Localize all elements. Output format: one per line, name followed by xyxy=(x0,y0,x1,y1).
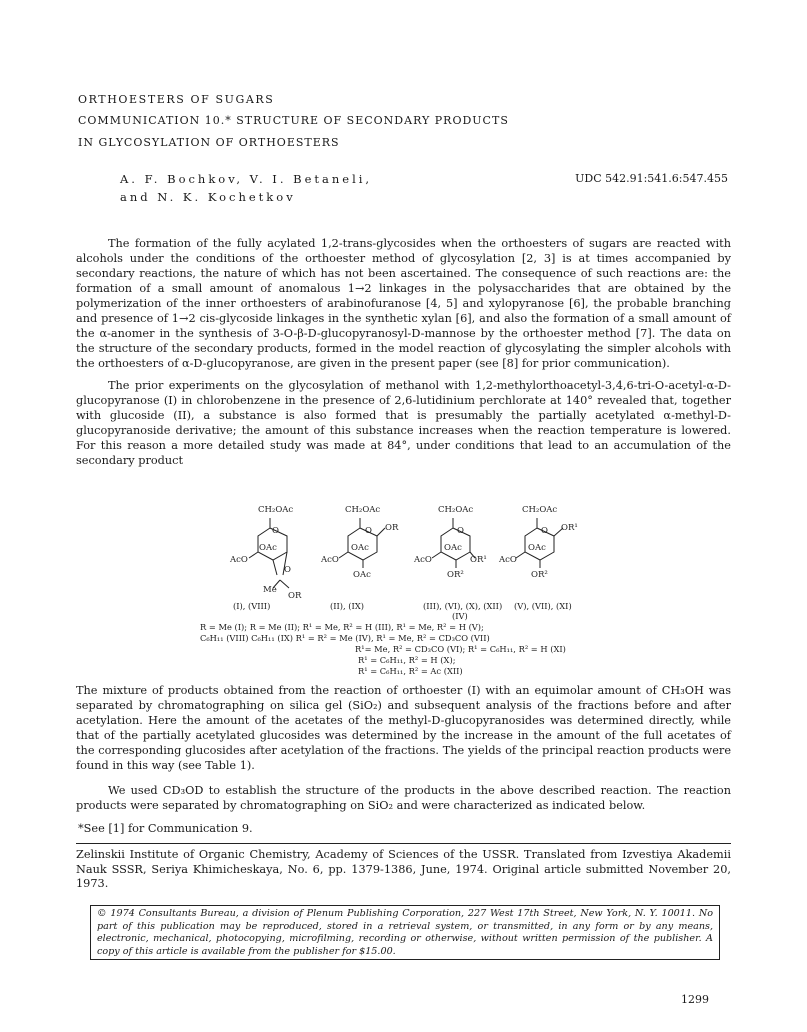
structure-legend-line-5: R¹ = C₆H₁₁, R² = Ac (XII) xyxy=(358,666,463,676)
svg-text:OR²: OR² xyxy=(531,570,548,580)
footnote-rule xyxy=(76,843,731,844)
ring4-top-label: CH₂OAc xyxy=(522,505,558,515)
svg-text:O: O xyxy=(365,526,372,536)
authors-line-2: and N. K. Kochetkov xyxy=(120,190,296,204)
copyright-box: © 1974 Consultants Bureau, a division of Plenum Publishing Corporation, 227 West 17th Street, New York, N. Y. 10011. No part of this publication may be reproduced, stored in a retrieval system, or transmitted, in any form or by any means, electronic, mechanical, photocopying, microfilming, recording or otherwise, without written permission of the publisher. A copy of this article is available from the publisher for $15.00. xyxy=(90,905,720,960)
compound-label-2: (II), (IX) xyxy=(330,601,364,611)
svg-text:OAc: OAc xyxy=(528,543,546,553)
compound-label-iv: (IV) xyxy=(452,611,468,621)
footnote: *See [1] for Communication 9. xyxy=(78,822,253,835)
svg-text:O: O xyxy=(457,526,464,536)
authors-line-1: A. F. Bochkov, V. I. Betaneli, xyxy=(120,172,373,186)
compound-label-3: (III), (VI), (X), (XII) xyxy=(423,601,503,611)
affiliation: Zelinskii Institute of Organic Chemistry, Academy of Sciences of the USSR. Translated from Izvestiya Akademii Nauk SSSR, Seriya Khimicheskaya, No. 6, pp. 1379-1386, June, 1974. Original article submitted November 20, 1973. xyxy=(76,848,731,890)
paragraph-separation: The mixture of products obtained from the reaction of orthoester (I) with an equimolar amount of CH₃OH was separated by chromatographing on silica gel (SiO₂) and subsequent analysis of the fractions before and after acetylation. Here the amount of the acetates of the methyl-D-glucopyranosides was determined directly, while that of the partially acetylated glucosides was determined by the increase in the amount of the full acetates of the corresponding glucosides after acetylation of the fractions. The yields of the principal reaction products were found in this way (see Table 1). xyxy=(76,684,731,772)
paragraph-cd3od: We used CD₃OD to establish the structure of the products in the above described reaction. The reaction products were separated by chromatographing on SiO₂ and were characterized as indicated below. xyxy=(76,784,731,812)
article-title: IN GLYCOSYLATION OF ORTHOESTERS xyxy=(78,136,340,149)
svg-text:OAc: OAc xyxy=(259,543,277,553)
svg-text:O: O xyxy=(541,526,548,536)
svg-text:AcO: AcO xyxy=(230,555,248,565)
svg-text:OR¹: OR¹ xyxy=(561,523,578,533)
svg-text:Me: Me xyxy=(263,585,277,595)
svg-text:OAc: OAc xyxy=(351,543,369,553)
communication-title: COMMUNICATION 10.* STRUCTURE OF SECONDARY PRODUCTS xyxy=(78,114,509,127)
paragraph-intro: The formation of the fully acylated 1,2-trans-glycosides when the orthoesters of sugars are reacted with alcohols under the conditions of the orthoester method of glycosylation [2, 3] is at times accompanied by secondary reactions, the nature of which has not been ascertained. The consequence of such reactions are: the formation of a small amount of anomalous 1→2 linkages in the polysaccharides that are obtained by the polymerization of the inner orthoesters of arabinofuranose [4, 5] and xylopyranose [6], the probable branching and presence of 1→2 cis-glycoside linkages in the synthetic xylan [6], and also the formation of a small amount of the α-anomer in the synthesis of 3-O-β-D-glucopyranosyl-D-mannose by the orthoester method [7]. The data on the structure of the secondary products, formed in the model reaction of glycosylating the simpler alcohols with the orthoesters of α-D-glucopyranose, are given in the present paper (see [8] for prior communication). xyxy=(76,237,731,370)
compound-label-4: (V), (VII), (XI) xyxy=(514,601,572,611)
udc-code: UDC 542.91:541.6:547.455 xyxy=(575,172,728,185)
svg-text:OR: OR xyxy=(385,523,399,533)
svg-text:AcO: AcO xyxy=(499,555,517,565)
ring2-top-label: CH₂OAc xyxy=(345,505,381,515)
structure-legend-line-2: C₆H₁₁ (VIII) C₆H₁₁ (IX) R¹ = R² = Me (IV), R¹ = Me, R² = CD₃CO (VII) xyxy=(200,633,490,643)
structure-legend-line-1: R = Me (I); R = Me (II); R¹ = Me, R² = H (III), R¹ = Me, R² = H (V); xyxy=(200,622,484,632)
svg-text:AcO: AcO xyxy=(414,555,432,565)
paragraph-experiments: The prior experiments on the glycosylation of methanol with 1,2-methylorthoacetyl-3,4,6-tri-O-acetyl-α-D-glucopyranose (I) in chlorobenzene in the presence of 2,6-lutidinium perchlorate at 140° revealed that, together with glucoside (II), a substance is also formed that is presumably the partially acetylated α-methyl-D-glucopyranoside derivative; the amount of this substance increases when the reaction temperature is lowered. For this reason a more detailed study was made at 84°, under conditions that lead to an accumulation of the secondary product xyxy=(76,379,731,467)
ring3-top-label: CH₂OAc xyxy=(438,505,474,515)
svg-text:OR²: OR² xyxy=(447,570,464,580)
svg-text:OAc: OAc xyxy=(444,543,462,553)
svg-text:O: O xyxy=(272,526,279,536)
svg-text:OR¹: OR¹ xyxy=(470,555,487,565)
svg-text:O: O xyxy=(284,565,291,575)
chemical-structures xyxy=(225,500,595,610)
series-title: ORTHOESTERS OF SUGARS xyxy=(78,93,275,106)
svg-text:OAc: OAc xyxy=(353,570,371,580)
svg-text:OR: OR xyxy=(288,591,302,601)
structure-legend-line-4: R¹ = C₆H₁₁, R² = H (X); xyxy=(358,655,456,665)
ring1-top-label: CH₂OAc xyxy=(258,505,294,515)
structure-legend-line-3: R¹= Me, R² = CD₃CO (VI); R¹ = C₆H₁₁, R² = H (XI) xyxy=(355,644,566,654)
svg-text:AcO: AcO xyxy=(321,555,339,565)
page-number: 1299 xyxy=(681,993,709,1006)
compound-label-1: (I), (VIII) xyxy=(233,601,271,611)
structure-diagram xyxy=(225,500,595,610)
